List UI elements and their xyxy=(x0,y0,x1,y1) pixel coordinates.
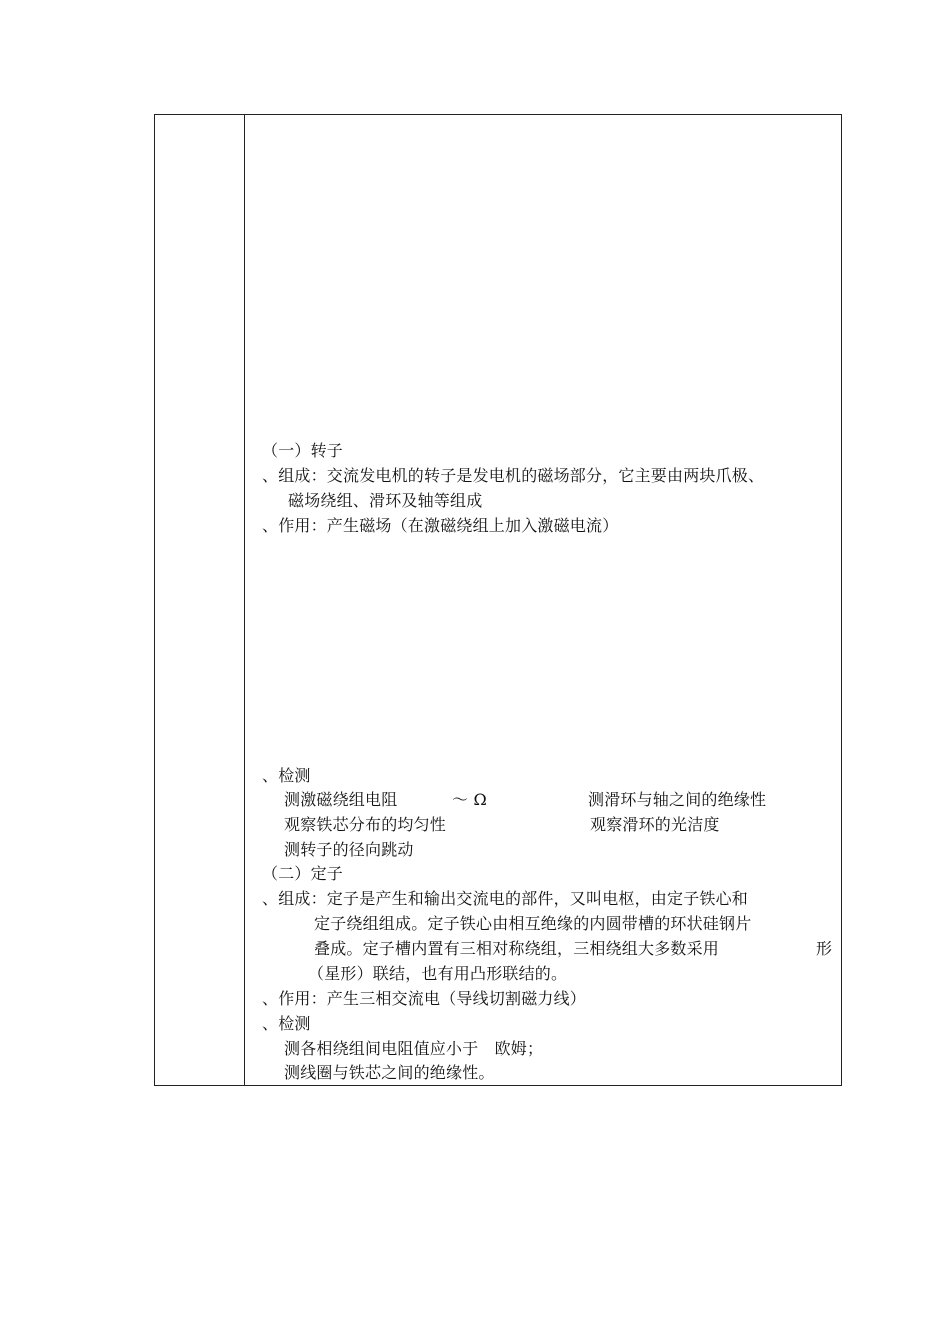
stator-composition-line3: 叠成。定子槽内置有三相对称绕组，三相绕组大多数采用 xyxy=(314,939,720,958)
stator-check-heading: 、检测 xyxy=(262,1014,311,1033)
rotor-check-resistance-range: ～ Ω xyxy=(452,790,487,809)
stator-heading: （二）定子 xyxy=(262,864,344,883)
rotor-check-heading: 、检测 xyxy=(262,766,311,785)
stator-check-item1: 测各相绕组间电阻值应小于 欧姆； xyxy=(284,1039,544,1058)
rotor-check-slipring-insulation: 测滑环与轴之间的绝缘性 xyxy=(588,790,767,809)
rotor-check-resistance: 测激磁绕组电阻 xyxy=(284,790,398,809)
rotor-check-core-uniformity: 观察铁芯分布的均匀性 xyxy=(284,815,447,834)
rotor-check-slipring-finish: 观察滑环的光洁度 xyxy=(590,815,720,834)
stator-composition-line4: （星形）联结，也有用凸形联结的。 xyxy=(308,964,568,983)
rotor-heading: （一）转子 xyxy=(262,441,344,460)
rotor-composition-line2: 磁场绕组、滑环及轴等组成 xyxy=(288,491,483,510)
stator-composition-line1: 、组成：定子是产生和输出交流电的部件，又叫电枢，由定子铁心和 xyxy=(262,889,749,908)
stator-check-item2: 测线圈与铁芯之间的绝缘性。 xyxy=(284,1063,495,1082)
rotor-check-radial-runout: 测转子的径向跳动 xyxy=(284,840,414,859)
stator-composition-line2: 定子绕组组成。定子铁心由相互绝缘的内圆带槽的环状硅钢片 xyxy=(314,914,752,933)
stator-composition-line3-end: 形 xyxy=(816,939,833,958)
rotor-composition-line1: 、组成：交流发电机的转子是发电机的磁场部分，它主要由两块爪极、 xyxy=(262,466,765,485)
rotor-function: 、作用：产生磁场（在激磁绕组上加入激磁电流） xyxy=(262,516,619,535)
stator-function: 、作用：产生三相交流电（导线切割磁力线） xyxy=(262,989,587,1008)
column-divider xyxy=(244,115,245,1085)
